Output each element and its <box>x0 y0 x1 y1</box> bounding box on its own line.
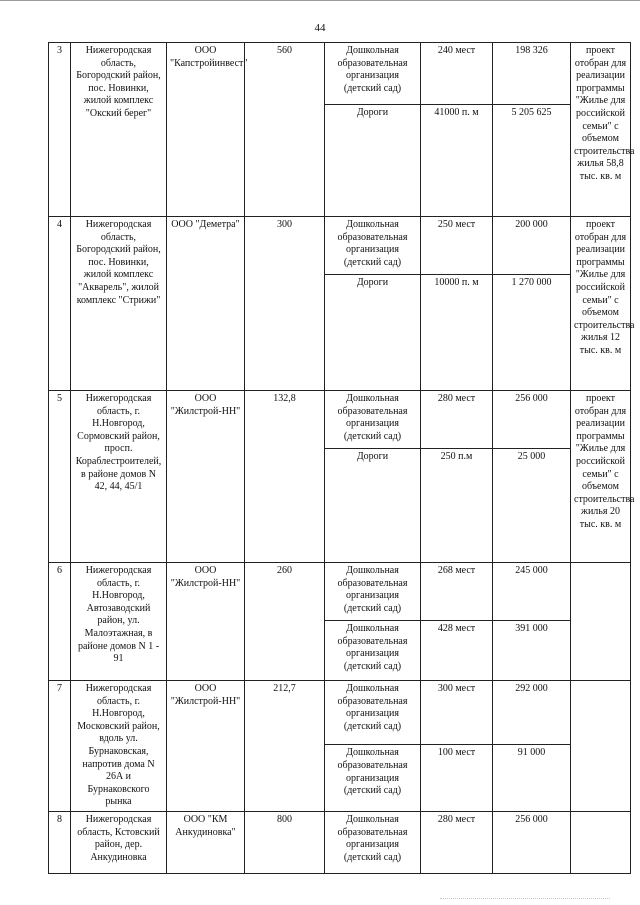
row-number: 7 <box>49 681 71 812</box>
row-number: 3 <box>49 43 71 217</box>
table-body <box>49 43 635 874</box>
location-cell: Нижегородская область, Кстовский район, дер. Анкудиновка <box>71 811 167 873</box>
object-name-cell: Дошкольная образовательная организация (детский сад) <box>325 563 421 621</box>
object-name-cell: Дошкольная образовательная организация (детский сад) <box>325 681 421 745</box>
table-row <box>49 563 631 621</box>
location-cell: Нижегородская область, г. Н.Новгород, Сормовский район, просп. Кораблестроителей, в районе домов N 42, 44, 45/1 <box>71 391 167 563</box>
row-number: 8 <box>49 811 71 873</box>
row-number: 5 <box>49 391 71 563</box>
cost-cell: 245 000 <box>493 563 571 621</box>
row-number: 4 <box>49 217 71 391</box>
object-name-cell: Дошкольная образовательная организация (детский сад) <box>325 217 421 275</box>
note-cell: проект отобран для реализации программы "Жилье для российской семьи" с объемом строительства жилья 12 тыс. кв. м <box>571 217 631 391</box>
page-number: 44 <box>314 22 326 34</box>
cost-cell: 200 000 <box>493 217 571 275</box>
table-row <box>49 811 631 873</box>
object-name-cell: Дошкольная образовательная организация (детский сад) <box>325 43 421 105</box>
cost-cell: 1 270 000 <box>493 275 571 391</box>
cost-cell: 25 000 <box>493 449 571 563</box>
object-name-cell: Дороги <box>325 449 421 563</box>
cost-cell: 256 000 <box>493 391 571 449</box>
capacity-cell: 280 мест <box>421 811 493 873</box>
company-cell: ООО "Жилстрой-НН" <box>167 391 245 563</box>
object-name-cell: Дороги <box>325 105 421 217</box>
location-cell: Нижегородская область, Богородский район, пос. Новинки, жилой комплекс "Акварель", жилой комплекс "Стрижи" <box>71 217 167 391</box>
table-row <box>49 43 631 105</box>
object-name-cell: Дороги <box>325 275 421 391</box>
object-name-cell: Дошкольная образовательная организация (детский сад) <box>325 391 421 449</box>
area-cell: 132,8 <box>245 391 325 563</box>
table-row <box>49 681 631 745</box>
row-number: 6 <box>49 563 71 681</box>
object-name-cell: Дошкольная образовательная организация (детский сад) <box>325 811 421 873</box>
capacity-cell: 250 мест <box>421 217 493 275</box>
capacity-cell: 280 мест <box>421 391 493 449</box>
object-name-cell: Дошкольная образовательная организация (детский сад) <box>325 621 421 681</box>
object-name-cell: Дошкольная образовательная организация (детский сад) <box>325 745 421 812</box>
capacity-cell: 100 мест <box>421 745 493 812</box>
company-cell: ООО "Капстройинвест" <box>167 43 245 217</box>
location-cell: Нижегородская область, г. Н.Новгород, Московский район, вдоль ул. Бурнаковская, напротив дома N 26А и Бурнаковского рынка <box>71 681 167 812</box>
table-row <box>49 217 631 275</box>
cost-cell: 5 205 625 <box>493 105 571 217</box>
capacity-cell: 428 мест <box>421 621 493 681</box>
capacity-cell: 250 п.м <box>421 449 493 563</box>
cost-cell: 198 326 <box>493 43 571 105</box>
cost-cell: 91 000 <box>493 745 571 812</box>
table-row <box>49 391 631 449</box>
bottom-divider <box>440 897 610 899</box>
area-cell: 212,7 <box>245 681 325 812</box>
area-cell: 560 <box>245 43 325 217</box>
note-cell <box>571 681 631 812</box>
area-cell: 800 <box>245 811 325 873</box>
company-cell: ООО "КМ Анкудиновка" <box>167 811 245 873</box>
capacity-cell: 268 мест <box>421 563 493 621</box>
top-rule <box>0 0 640 1</box>
area-cell: 300 <box>245 217 325 391</box>
company-cell: ООО "Деметра" <box>167 217 245 391</box>
cost-cell: 391 000 <box>493 621 571 681</box>
capacity-cell: 240 мест <box>421 43 493 105</box>
company-cell: ООО "Жилстрой-НН" <box>167 563 245 681</box>
location-cell: Нижегородская область, г. Н.Новгород, Автозаводский район, ул. Малоэтажная, в районе домов N 1 - 91 <box>71 563 167 681</box>
note-cell: проект отобран для реализации программы "Жилье для российской семьи" с объемом строительства жилья 20 тыс. кв. м <box>571 391 631 563</box>
note-cell <box>571 563 631 681</box>
cost-cell: 256 000 <box>493 811 571 873</box>
capacity-cell: 300 мест <box>421 681 493 745</box>
capacity-cell: 41000 п. м <box>421 105 493 217</box>
cost-cell: 292 000 <box>493 681 571 745</box>
company-cell: ООО "Жилстрой-НН" <box>167 681 245 812</box>
note-cell <box>571 811 631 873</box>
location-cell: Нижегородская область, Богородский район, пос. Новинки, жилой комплекс "Окский берег" <box>71 43 167 217</box>
objects-table <box>48 42 635 874</box>
area-cell: 260 <box>245 563 325 681</box>
note-cell: проект отобран для реализации программы "Жилье для российской семьи" с объемом строительства жилья 58,8 тыс. кв. м <box>571 43 631 217</box>
capacity-cell: 10000 п. м <box>421 275 493 391</box>
